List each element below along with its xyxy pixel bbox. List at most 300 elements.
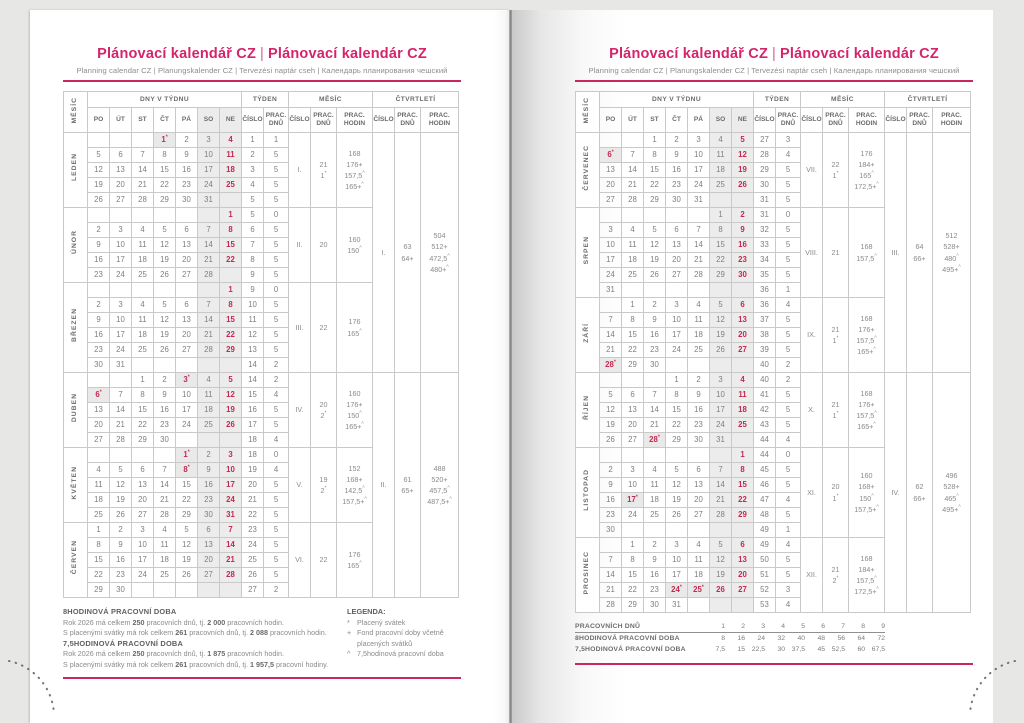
- month-number-cell: IX.: [801, 298, 823, 373]
- day-cell: 11: [622, 238, 644, 253]
- day-cell: 11: [88, 478, 110, 493]
- week-number-cell: 51: [754, 568, 776, 583]
- day-cell: 13: [132, 478, 154, 493]
- legend-symbol: ^: [347, 649, 351, 659]
- day-cell: 3: [198, 133, 220, 148]
- day-cell: 31: [220, 508, 242, 523]
- day-cell: 14: [154, 478, 176, 493]
- day-cell: 15: [622, 328, 644, 343]
- day-cell: [110, 373, 132, 388]
- week-number-cell: 19: [242, 463, 264, 478]
- quarter-number-cell: I.: [373, 133, 395, 373]
- week-workdays-cell: 5: [776, 463, 801, 478]
- quarter-workdays-cell: 62 66+: [907, 373, 933, 613]
- day-cell: 13: [732, 313, 754, 328]
- day-cell: 11: [644, 478, 666, 493]
- day-cell: 23: [198, 493, 220, 508]
- month-workhours-cell: 168 157,5^: [849, 208, 885, 298]
- day-cell: 25: [198, 418, 220, 433]
- month-number-cell: I.: [289, 133, 311, 208]
- day-cell: 19: [600, 418, 622, 433]
- day-header: ST: [644, 108, 666, 133]
- week-workdays-cell: 5: [776, 253, 801, 268]
- day-cell: 15: [176, 478, 198, 493]
- day-cell: 2: [688, 373, 710, 388]
- footer-left: [63, 607, 461, 670]
- day-cell: 6: [732, 538, 754, 553]
- day-cell: 7: [110, 388, 132, 403]
- legend-item: [347, 628, 461, 649]
- day-cell: 15: [88, 553, 110, 568]
- month-workhours-cell: 176 165^: [337, 523, 373, 598]
- week-workdays-cell: 5: [264, 298, 289, 313]
- week-number-cell: 38: [754, 328, 776, 343]
- week-workdays-cell: 4: [776, 538, 801, 553]
- week-number-cell: 12: [242, 328, 264, 343]
- week-number-cell: 27: [242, 583, 264, 598]
- day-cell: [176, 433, 198, 448]
- workdays-hours-table-host: [575, 621, 973, 656]
- week-number-cell: 36: [754, 283, 776, 298]
- day-cell: 2: [88, 298, 110, 313]
- day-cell: 27: [688, 508, 710, 523]
- day-cell: [220, 358, 242, 373]
- page-title: [575, 46, 973, 62]
- day-cell: 9: [154, 388, 176, 403]
- month-workhours-cell: 168 184+ 157,5^ 172,5+^: [849, 538, 885, 613]
- day-cell: 25: [154, 568, 176, 583]
- day-cell: [732, 283, 754, 298]
- week-workdays-cell: 5: [264, 328, 289, 343]
- month-label-cell: KVĚTEN: [64, 448, 88, 523]
- footer-rule: [63, 677, 461, 679]
- day-cell: 23: [688, 418, 710, 433]
- day-cell: 28: [600, 598, 622, 613]
- mini-row-value: 16: [737, 635, 745, 643]
- day-cell: 31: [688, 193, 710, 208]
- day-cell: 1: [622, 538, 644, 553]
- week-workdays-cell: 5: [264, 478, 289, 493]
- day-cell: 18: [688, 568, 710, 583]
- footer-rule: [575, 663, 973, 665]
- day-cell: 14: [600, 328, 622, 343]
- quarter-number-header: ČÍSLO: [373, 108, 395, 133]
- day-cell: 21: [220, 553, 242, 568]
- week-workdays-cell: 5: [776, 193, 801, 208]
- day-cell: 8: [132, 388, 154, 403]
- week-number-cell: 13: [242, 343, 264, 358]
- week-workdays-cell: 5: [776, 163, 801, 178]
- day-cell: [688, 523, 710, 538]
- day-header: PO: [600, 108, 622, 133]
- day-cell: 11: [198, 388, 220, 403]
- month-workhours-header: PRAC. HODIN: [849, 108, 885, 133]
- day-cell: 5: [732, 133, 754, 148]
- week-workdays-cell: 4: [776, 598, 801, 613]
- day-cell: 13: [110, 163, 132, 178]
- day-cell: 6: [176, 298, 198, 313]
- day-cell: 5: [110, 463, 132, 478]
- day-cell: 17: [666, 568, 688, 583]
- day-cell: 21: [688, 253, 710, 268]
- day-cell: 30: [176, 193, 198, 208]
- day-cell: 29: [644, 193, 666, 208]
- day-cell: 20: [622, 418, 644, 433]
- legend-text: 7,5hodinová pracovní doba: [357, 649, 444, 659]
- day-cell: 16: [600, 493, 622, 508]
- day-cell: 29: [732, 508, 754, 523]
- month-number-cell: IV.: [289, 373, 311, 448]
- day-cell: [176, 358, 198, 373]
- day-cell: 16: [732, 238, 754, 253]
- day-cell: [132, 358, 154, 373]
- day-cell: 18: [132, 253, 154, 268]
- month-workhours-header: PRAC. HODIN: [337, 108, 373, 133]
- week-workdays-cell: 5: [776, 313, 801, 328]
- week-workdays-header: PRAC. DNŮ: [264, 108, 289, 133]
- day-cell: 13: [622, 403, 644, 418]
- week-number-cell: 18: [242, 433, 264, 448]
- day-cell: 9: [644, 553, 666, 568]
- planning-table: [63, 91, 459, 598]
- day-cell: 28: [154, 508, 176, 523]
- month-workhours-cell: 168 176+ 157,5^ 165+^: [849, 298, 885, 373]
- day-cell: 1: [132, 373, 154, 388]
- month-workdays-cell: 20 1*: [823, 448, 849, 538]
- day-cell: 20: [688, 493, 710, 508]
- corner-perforation-right: [960, 656, 1022, 720]
- month-label-cell: SRPEN: [576, 208, 600, 298]
- day-cell: [132, 283, 154, 298]
- mini-header-value: 7: [825, 621, 845, 633]
- day-cell: 3: [110, 223, 132, 238]
- week-workdays-cell: 5: [264, 253, 289, 268]
- day-cell: 14: [110, 403, 132, 418]
- day-cell: 6: [110, 148, 132, 163]
- mini-header-label: PRACOVNÍCH DNŮ: [575, 621, 705, 633]
- day-cell: 1*: [176, 448, 198, 463]
- day-cell: 10: [220, 463, 242, 478]
- day-cell: 19: [220, 403, 242, 418]
- day-cell: 28: [198, 343, 220, 358]
- day-cell: 4: [644, 463, 666, 478]
- day-cell: 10: [176, 388, 198, 403]
- week-number-cell: 10: [242, 298, 264, 313]
- day-cell: 1: [644, 133, 666, 148]
- month-workdays-cell: 21 2*: [823, 538, 849, 613]
- day-cell: 31: [600, 283, 622, 298]
- day-cell: 11: [710, 148, 732, 163]
- week-workdays-cell: 5: [264, 313, 289, 328]
- day-cell: 8: [710, 223, 732, 238]
- day-cell: 21: [644, 418, 666, 433]
- week-number-cell: 17: [242, 418, 264, 433]
- day-cell: 2: [644, 298, 666, 313]
- day-header: ÚT: [622, 108, 644, 133]
- day-cell: 31: [666, 598, 688, 613]
- day-cell: [132, 583, 154, 598]
- day-cell: [666, 448, 688, 463]
- week-number-cell: 47: [754, 493, 776, 508]
- week-workdays-cell: 0: [776, 208, 801, 223]
- day-cell: 5: [644, 223, 666, 238]
- day-cell: 24: [710, 418, 732, 433]
- month-workhours-cell: 160 176+ 150^ 165+^: [337, 373, 373, 448]
- month-workdays-cell: 20 2*: [311, 373, 337, 448]
- day-cell: 22: [622, 343, 644, 358]
- quarter-workhours-cell: 504 512+ 472,5^ 480+^: [421, 133, 459, 373]
- day-cell: 23: [600, 508, 622, 523]
- day-cell: 19: [710, 328, 732, 343]
- week-number-cell: 31: [754, 208, 776, 223]
- month-workdays-cell: 22: [311, 523, 337, 598]
- week-workdays-cell: 4: [776, 298, 801, 313]
- quarter-number-cell: III.: [885, 133, 907, 373]
- day-cell: 14: [710, 478, 732, 493]
- month-group-header: MĚSÍC: [289, 92, 373, 108]
- day-cell: 16: [88, 253, 110, 268]
- header-rule: [63, 80, 461, 82]
- day-cell: 4: [154, 523, 176, 538]
- day-cell: 16: [644, 568, 666, 583]
- day-cell: 9: [666, 148, 688, 163]
- day-cell: 25: [710, 178, 732, 193]
- day-cell: [666, 208, 688, 223]
- week-number-cell: 23: [242, 523, 264, 538]
- day-cell: 26: [110, 508, 132, 523]
- week-number-cell: 15: [242, 388, 264, 403]
- day-cell: [600, 373, 622, 388]
- summary-line: S placenými svátky má rok celkem 261 pracovních dnů, tj. 1 957,5 pracovní hodiny.: [63, 659, 329, 669]
- week-number-cell: 45: [754, 463, 776, 478]
- day-cell: 4: [220, 133, 242, 148]
- legend-item: [347, 649, 461, 659]
- day-cell: [88, 283, 110, 298]
- day-cell: 9: [600, 478, 622, 493]
- week-number-cell: 28: [754, 148, 776, 163]
- week-workdays-cell: 5: [264, 523, 289, 538]
- day-cell: [220, 193, 242, 208]
- week-workdays-cell: 4: [264, 433, 289, 448]
- week-number-header: ČÍSLO: [754, 108, 776, 133]
- day-cell: 8: [88, 538, 110, 553]
- day-cell: 22: [154, 178, 176, 193]
- day-header: PÁ: [176, 108, 198, 133]
- mini-row-value: 48: [817, 635, 825, 643]
- mini-row-value: 32: [777, 635, 785, 643]
- day-cell: [710, 448, 732, 463]
- month-number-cell: V.: [289, 448, 311, 523]
- day-cell: 22: [176, 493, 198, 508]
- mini-row-value: 72: [877, 635, 885, 643]
- month-workhours-cell: 168 176+ 157,5^ 165+^: [337, 133, 373, 208]
- day-cell: 22: [710, 253, 732, 268]
- day-cell: 25: [88, 508, 110, 523]
- day-cell: 18: [154, 553, 176, 568]
- days-of-week-group-header: DNY V TÝDNU: [600, 92, 754, 108]
- day-cell: 24*: [666, 583, 688, 598]
- day-header: ST: [132, 108, 154, 133]
- month-workhours-cell: 152 168+ 142,5^ 157,5+^: [337, 448, 373, 523]
- day-cell: 18: [198, 403, 220, 418]
- week-number-cell: 14: [242, 358, 264, 373]
- day-cell: 27: [600, 193, 622, 208]
- month-label-cell: DUBEN: [64, 373, 88, 448]
- week-workdays-cell: 5: [264, 268, 289, 283]
- day-cell: 14: [220, 538, 242, 553]
- day-cell: 23: [644, 583, 666, 598]
- quarter-number-header: ČÍSLO: [885, 108, 907, 133]
- day-cell: 11: [132, 238, 154, 253]
- day-header: SO: [198, 108, 220, 133]
- day-cell: 1*: [154, 133, 176, 148]
- day-cell: 10: [666, 313, 688, 328]
- day-cell: 24: [220, 493, 242, 508]
- day-cell: 27: [176, 343, 198, 358]
- month-number-header: ČÍSLO: [289, 108, 311, 133]
- week-number-cell: 6: [242, 223, 264, 238]
- day-cell: [644, 208, 666, 223]
- day-cell: 20: [88, 418, 110, 433]
- day-cell: 19: [154, 253, 176, 268]
- week-workdays-cell: 5: [264, 163, 289, 178]
- day-cell: 2: [732, 208, 754, 223]
- day-cell: 25: [132, 343, 154, 358]
- day-cell: [710, 283, 732, 298]
- week-number-cell: 44: [754, 433, 776, 448]
- week-workdays-cell: 5: [776, 238, 801, 253]
- month-workdays-cell: 21: [823, 208, 849, 298]
- day-cell: 21: [198, 328, 220, 343]
- day-cell: 30: [644, 598, 666, 613]
- week-number-cell: 14: [242, 373, 264, 388]
- day-cell: 18: [132, 328, 154, 343]
- mini-row-label: 8HODINOVÁ PRACOVNÍ DOBA: [575, 635, 680, 643]
- day-cell: 17: [110, 328, 132, 343]
- corner-perforation-left: [2, 656, 64, 720]
- day-cell: [600, 208, 622, 223]
- day-cell: [600, 133, 622, 148]
- day-cell: 4: [132, 298, 154, 313]
- day-cell: 19: [710, 568, 732, 583]
- week-group-header: TÝDEN: [242, 92, 289, 108]
- day-cell: 17: [600, 253, 622, 268]
- day-cell: 18: [688, 328, 710, 343]
- week-number-cell: 22: [242, 508, 264, 523]
- day-cell: 29: [132, 433, 154, 448]
- day-header: SO: [710, 108, 732, 133]
- day-header: ČT: [154, 108, 176, 133]
- day-header: PO: [88, 108, 110, 133]
- summary-line: S placenými svátky má rok celkem 261 pracovních dnů, tj. 2 088 pracovních hodin.: [63, 628, 327, 638]
- month-workdays-cell: 21 1*: [823, 298, 849, 373]
- day-cell: 19: [732, 163, 754, 178]
- day-cell: [710, 193, 732, 208]
- month-workdays-cell: 19 2*: [311, 448, 337, 523]
- week-number-cell: 16: [242, 403, 264, 418]
- week-workdays-cell: 0: [264, 208, 289, 223]
- day-cell: 17: [220, 478, 242, 493]
- day-cell: 20: [732, 328, 754, 343]
- quarter-number-cell: II.: [373, 373, 395, 598]
- day-cell: 1: [666, 373, 688, 388]
- day-cell: 14: [198, 238, 220, 253]
- week-number-cell: 18: [242, 448, 264, 463]
- month-number-cell: XII.: [801, 538, 823, 613]
- day-cell: 9: [644, 313, 666, 328]
- day-cell: 24: [110, 268, 132, 283]
- day-cell: 6*: [88, 388, 110, 403]
- day-cell: 11: [688, 313, 710, 328]
- day-cell: [88, 133, 110, 148]
- week-workdays-cell: 5: [264, 343, 289, 358]
- day-cell: 20: [176, 253, 198, 268]
- week-workdays-cell: 0: [776, 448, 801, 463]
- week-workdays-cell: 4: [776, 148, 801, 163]
- day-cell: 3: [600, 223, 622, 238]
- summary-heading: 8HODINOVÁ PRACOVNÍ DOBA: [63, 607, 177, 616]
- day-cell: 5: [710, 538, 732, 553]
- day-cell: [132, 448, 154, 463]
- month-number-header: ČÍSLO: [801, 108, 823, 133]
- day-cell: 6: [198, 523, 220, 538]
- day-cell: 24: [622, 508, 644, 523]
- month-workhours-cell: 176 165^: [337, 283, 373, 373]
- day-cell: 8: [622, 313, 644, 328]
- mini-header-value: 2: [725, 621, 745, 633]
- day-cell: 2: [666, 133, 688, 148]
- day-cell: [132, 133, 154, 148]
- day-cell: [688, 283, 710, 298]
- month-label-cell: ŘÍJEN: [576, 373, 600, 448]
- day-cell: [644, 448, 666, 463]
- week-workdays-cell: 3: [776, 583, 801, 598]
- week-workdays-cell: 4: [776, 493, 801, 508]
- mini-row-value: 40: [797, 635, 805, 643]
- week-workdays-cell: 5: [264, 238, 289, 253]
- day-cell: [110, 283, 132, 298]
- week-workdays-cell: 2: [776, 358, 801, 373]
- month-label-cell: ZÁŘÍ: [576, 298, 600, 373]
- day-cell: 22: [622, 583, 644, 598]
- day-cell: 9: [688, 388, 710, 403]
- day-cell: 18: [622, 253, 644, 268]
- day-cell: 4: [88, 463, 110, 478]
- quarter-workdays-cell: 63 64+: [395, 133, 421, 373]
- month-column-header: MĚSÍC: [576, 92, 600, 133]
- mini-header-value: 8: [845, 621, 865, 633]
- mini-row-value: 52,5: [831, 646, 845, 654]
- day-cell: 8: [622, 553, 644, 568]
- day-cell: 5: [600, 388, 622, 403]
- work-time-summary: [63, 607, 339, 670]
- day-cell: 15: [154, 163, 176, 178]
- day-cell: 12: [600, 403, 622, 418]
- day-cell: 3: [220, 448, 242, 463]
- mini-header-value: 6: [805, 621, 825, 633]
- month-number-cell: VII.: [801, 133, 823, 208]
- day-cell: 9: [198, 463, 220, 478]
- day-cell: 27: [132, 508, 154, 523]
- day-cell: 16: [198, 478, 220, 493]
- month-label-cell: LISTOPAD: [576, 448, 600, 538]
- day-cell: 23: [88, 268, 110, 283]
- day-cell: [176, 583, 198, 598]
- week-number-cell: 5: [242, 208, 264, 223]
- day-cell: [110, 133, 132, 148]
- week-workdays-cell: 5: [264, 178, 289, 193]
- day-cell: 26: [644, 268, 666, 283]
